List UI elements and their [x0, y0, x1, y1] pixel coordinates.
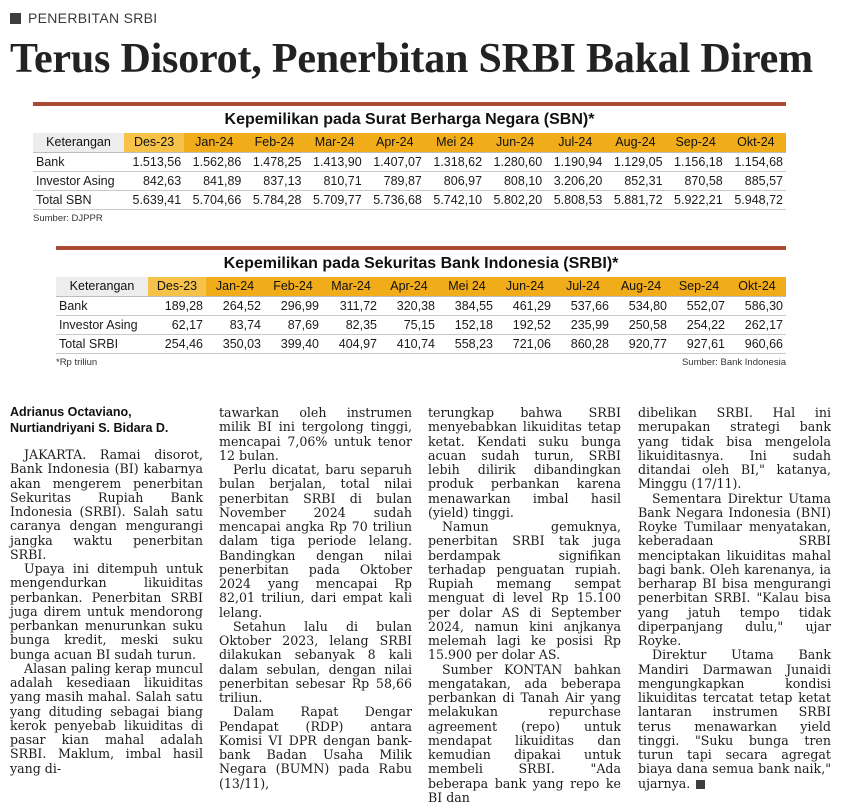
article-paragraph: Setahun lalu di bulan Oktober 2023, lelang SRBI dilakukan sebanyak 8 kali dalam sebulan, dengan nilai penerbitan sebesar Rp 58,66 triliun. — [219, 620, 412, 706]
table-cell: 152,18 — [438, 315, 496, 334]
sbn-month-header: Sep-24 — [666, 133, 726, 152]
page-title: Terus Disorot, Penerbitan SRBI Bakal Direm — [10, 33, 813, 85]
sbn-month-header: Jun-24 — [485, 133, 545, 152]
sbn-table-body — [33, 152, 786, 209]
srbi-label-header: Keterangan — [56, 277, 148, 296]
rubric-label: PENERBITAN SRBI — [28, 10, 158, 26]
table-cell: 1.562,86 — [184, 152, 244, 171]
row-label: Investor Asing — [33, 171, 124, 190]
table-row — [33, 152, 786, 171]
article-paragraph: dibelikan SRBI. Hal ini merupakan strategi bank yang tidak bisa mengelola likuiditasnya. Ini sudah ditandai oleh BI," katanya, Minggu (17/11). — [638, 406, 831, 492]
table-cell: 860,28 — [554, 334, 612, 353]
table-cell: 808,10 — [485, 171, 545, 190]
table-cell: 870,58 — [666, 171, 726, 190]
row-label: Total SBN — [33, 190, 124, 209]
row-label: Bank — [33, 152, 124, 171]
srbi-month-header: Jul-24 — [554, 277, 612, 296]
sbn-table-title: Kepemilikan pada Surat Berharga Negara (SBN)* — [33, 106, 786, 133]
article-column-3 — [428, 406, 621, 805]
article-paragraph: JAKARTA. Ramai disorot, Bank Indonesia (BI) kabarnya akan mengerem penerbitan Sekuritas Rupiah Bank Indonesia (SRBI). Salah satu caranya dengan mengurangi jangka waktu penerbitan SRBI. — [10, 448, 203, 562]
sbn-month-header: Aug-24 — [605, 133, 665, 152]
table-cell: 837,13 — [244, 171, 304, 190]
table-cell: 254,22 — [670, 315, 728, 334]
table-cell: 83,74 — [206, 315, 264, 334]
table-cell: 841,89 — [184, 171, 244, 190]
table-cell: 399,40 — [264, 334, 322, 353]
table-cell: 960,66 — [728, 334, 786, 353]
sbn-month-header: Des-23 — [124, 133, 184, 152]
table-cell: 1.190,94 — [545, 152, 605, 171]
table-cell: 296,99 — [264, 296, 322, 315]
byline — [10, 404, 168, 436]
table-cell: 842,63 — [124, 171, 184, 190]
byline-line: Nurtiandriyani S. Bidara D. — [10, 420, 168, 436]
table-cell: 552,07 — [670, 296, 728, 315]
table-row — [33, 171, 786, 190]
srbi-table — [56, 277, 786, 354]
article-paragraph: Dalam Rapat Dengar Pendapat (RDP) antara Komisi VI DPR dengan bank-bank Badan Usaha Milik Negara (BUMN) pada Rabu (13/11), — [219, 705, 412, 791]
table-cell: 586,30 — [728, 296, 786, 315]
table-cell: 404,97 — [322, 334, 380, 353]
table-cell: 558,23 — [438, 334, 496, 353]
table-cell: 5.922,21 — [666, 190, 726, 209]
table-cell: 5.704,66 — [184, 190, 244, 209]
table-cell: 1.318,62 — [425, 152, 485, 171]
srbi-source — [56, 357, 786, 368]
table-cell: 927,61 — [670, 334, 728, 353]
table-cell: 5.736,68 — [365, 190, 425, 209]
srbi-month-header: Sep-24 — [670, 277, 728, 296]
sbn-label-header: Keterangan — [33, 133, 124, 152]
article-paragraph: tawarkan oleh instrumen milik BI ini tergolong tinggi, mencapai 7,06% untuk tenor 12 bulan. — [219, 406, 412, 463]
byline-line: Adrianus Octaviano, — [10, 404, 168, 420]
sbn-table — [33, 133, 786, 210]
article-paragraph: Namun gemuknya, penerbitan SRBI tak juga berdampak signifikan terhadap penguatan rupiah. Rupiah memang sempat menguat di level Rp 15.100 per dolar AS di September 2024, namun kini anjkanya melemah lagi ke posisi Rp 15.900 per dolar AS. — [428, 520, 621, 663]
table-cell: 254,46 — [148, 334, 206, 353]
sbn-table-block — [33, 102, 786, 224]
article-paragraph: Alasan paling kerap muncul adalah kesediaan likuiditas yang masih mahal. Salah satu yang dituding sebagai biang kerok penyebab likuiditas di pasar kian mahal adalah SRBI. Maklum, imbal hasil yang di- — [10, 662, 203, 776]
sbn-month-header: Mar-24 — [305, 133, 365, 152]
article-column-4 — [638, 406, 831, 791]
srbi-table-block — [56, 246, 786, 368]
table-cell: 189,28 — [148, 296, 206, 315]
table-cell: 264,52 — [206, 296, 264, 315]
row-label: Total SRBI — [56, 334, 148, 353]
table-cell: 5.742,10 — [425, 190, 485, 209]
table-cell: 1.129,05 — [605, 152, 665, 171]
sbn-month-header: Jul-24 — [545, 133, 605, 152]
table-cell: 5.802,20 — [485, 190, 545, 209]
srbi-source-text: Sumber: Bank Indonesia — [682, 357, 786, 368]
srbi-table-body — [56, 296, 786, 353]
table-cell: 461,29 — [496, 296, 554, 315]
table-cell: 192,52 — [496, 315, 554, 334]
sbn-month-header: Jan-24 — [184, 133, 244, 152]
table-row — [56, 315, 786, 334]
table-cell: 87,69 — [264, 315, 322, 334]
sbn-source — [33, 213, 786, 224]
end-mark-icon — [696, 780, 705, 789]
sbn-month-header: Okt-24 — [726, 133, 786, 152]
article-paragraph: Sementara Direktur Utama Bank Negara Indonesia (BNI) Royke Tumilaar menyatakan, keberadaan SRBI menciptakan likuiditas mahal bagi bank. Oleh karenanya, ia berharap BI bisa mengurangi penerbitan SRBI. "Kalau bisa yang jatuh tempo tidak diperpanjang dulu," ujar Royke. — [638, 492, 831, 649]
table-cell: 320,38 — [380, 296, 438, 315]
table-cell: 3.206,20 — [545, 171, 605, 190]
table-cell: 5.709,77 — [305, 190, 365, 209]
table-cell: 1.413,90 — [305, 152, 365, 171]
table-row — [56, 334, 786, 353]
table-cell: 1.280,60 — [485, 152, 545, 171]
table-cell: 1.513,56 — [124, 152, 184, 171]
srbi-month-header: Okt-24 — [728, 277, 786, 296]
article-column-2 — [219, 406, 412, 791]
srbi-table-header-row — [56, 277, 786, 296]
article-paragraph: Upaya ini ditempuh untuk mengendurkan likuiditas perbankan. Penerbitan SRBI juga direm untuk mendorong perbankan menurunkan suku bunga kredit, meski suku bunga acuan BI sudah turun. — [10, 562, 203, 662]
section-rubric — [10, 9, 158, 27]
sbn-month-header: Apr-24 — [365, 133, 425, 152]
table-cell: 311,72 — [322, 296, 380, 315]
table-cell: 5.948,72 — [726, 190, 786, 209]
article-paragraph-text: Direktur Utama Bank Mandiri Darmawan Junaidi mengungkapkan kondisi likuiditas tercatat tetap ketat lantaran instrumen SRBI terus menawarkan yield tinggi. "Suku bunga tren turun tapi secara agregat biaya dana semua bank naik," ujarnya. — [638, 647, 831, 790]
table-cell: 852,31 — [605, 171, 665, 190]
table-cell: 62,17 — [148, 315, 206, 334]
article-paragraph: terungkap bahwa SRBI menyebabkan likuiditas tetap ketat. Kendati suku bunga acuan sudah turun, SRBI lebih dilirik dibandingkan produk perbankan karena menawarkan imbal hasil (yield) tinggi. — [428, 406, 621, 520]
table-row — [56, 296, 786, 315]
table-cell: 384,55 — [438, 296, 496, 315]
srbi-month-header: Aug-24 — [612, 277, 670, 296]
srbi-table-title: Kepemilikan pada Sekuritas Bank Indonesia (SRBI)* — [56, 250, 786, 277]
srbi-month-header: Apr-24 — [380, 277, 438, 296]
table-cell: 262,17 — [728, 315, 786, 334]
article-column-1 — [10, 448, 203, 776]
srbi-month-header: Mei 24 — [438, 277, 496, 296]
table-cell: 920,77 — [612, 334, 670, 353]
table-cell: 5.808,53 — [545, 190, 605, 209]
table-cell: 789,87 — [365, 171, 425, 190]
table-cell: 410,74 — [380, 334, 438, 353]
table-cell: 1.407,07 — [365, 152, 425, 171]
article-paragraph: Perlu dicatat, baru separuh bulan berjalan, total nilai penerbitan SRBI di bulan November 2024 sudah mencapai angka Rp 70 triliun dalam tiga periode lelang. Bandingkan dengan nilai penerbitan pada Oktober 2024 yang mencapai Rp 82,01 triliun, dari empat kali lelang. — [219, 463, 412, 620]
table-cell: 810,71 — [305, 171, 365, 190]
article-paragraph: Sumber KONTAN bahkan mengatakan, ada beberapa perbankan di Tanah Air yang melakukan repurchase agreement (repo) untuk mendapat likuiditas dan kemudian dipakai untuk membeli SRBI. "Ada beberapa bank yang repo ke BI dan — [428, 663, 621, 805]
srbi-month-header: Feb-24 — [264, 277, 322, 296]
table-cell: 1.478,25 — [244, 152, 304, 171]
sbn-month-header: Mei 24 — [425, 133, 485, 152]
sbn-source-text: Sumber: DJPPR — [33, 213, 103, 224]
srbi-note-text: *Rp triliun — [56, 357, 97, 368]
table-cell: 806,97 — [425, 171, 485, 190]
table-cell: 721,06 — [496, 334, 554, 353]
article-paragraph — [638, 648, 831, 791]
srbi-month-header: Mar-24 — [322, 277, 380, 296]
table-cell: 75,15 — [380, 315, 438, 334]
row-label: Investor Asing — [56, 315, 148, 334]
table-cell: 5.881,72 — [605, 190, 665, 209]
table-cell: 5.784,28 — [244, 190, 304, 209]
srbi-month-header: Des-23 — [148, 277, 206, 296]
table-cell: 5.639,41 — [124, 190, 184, 209]
table-cell: 82,35 — [322, 315, 380, 334]
rubric-square-icon — [10, 13, 21, 24]
sbn-table-header-row — [33, 133, 786, 152]
table-cell: 235,99 — [554, 315, 612, 334]
table-cell: 350,03 — [206, 334, 264, 353]
srbi-month-header: Jan-24 — [206, 277, 264, 296]
table-cell: 1.156,18 — [666, 152, 726, 171]
table-cell: 1.154,68 — [726, 152, 786, 171]
table-cell: 885,57 — [726, 171, 786, 190]
srbi-month-header: Jun-24 — [496, 277, 554, 296]
sbn-month-header: Feb-24 — [244, 133, 304, 152]
row-label: Bank — [56, 296, 148, 315]
table-cell: 250,58 — [612, 315, 670, 334]
table-cell: 537,66 — [554, 296, 612, 315]
table-row — [33, 190, 786, 209]
table-cell: 534,80 — [612, 296, 670, 315]
